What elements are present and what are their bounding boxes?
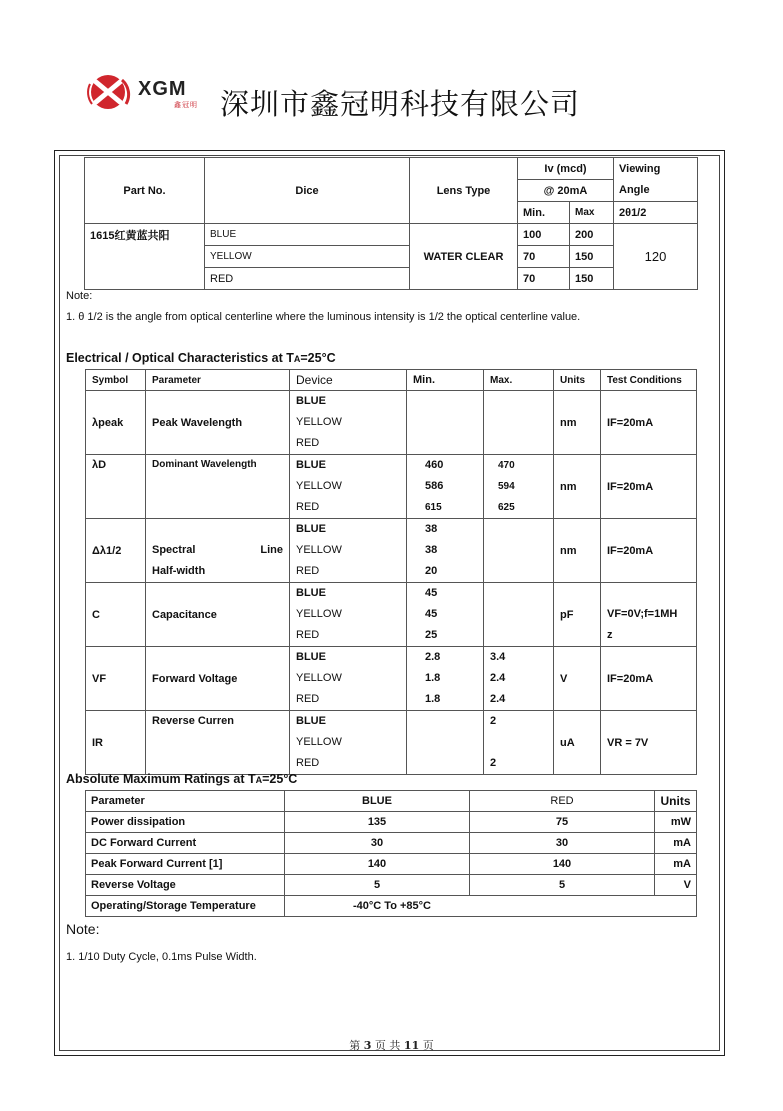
- iv-max: 150: [570, 268, 614, 290]
- header-parameter: Parameter: [86, 791, 285, 812]
- parameter-cell: Reverse Curren: [146, 711, 290, 775]
- units-cell: uA: [554, 711, 601, 775]
- units-cell: nm: [554, 455, 601, 519]
- iv-min: 70: [518, 268, 570, 290]
- blue-cell: 5: [285, 875, 470, 896]
- max-cell: [484, 711, 554, 775]
- device-blue: BLUE: [296, 651, 326, 663]
- table-row: [86, 896, 697, 917]
- table-row: [86, 812, 697, 833]
- header-parameter: Parameter: [146, 370, 290, 391]
- device-red: RED: [296, 437, 320, 449]
- electrical-table: [85, 369, 697, 775]
- device-yellow: YELLOW: [296, 416, 342, 428]
- device-yellow: YELLOW: [296, 544, 342, 556]
- header-lens-type: Lens Type: [410, 158, 518, 224]
- device-yellow: YELLOW: [296, 480, 342, 492]
- temperature-value: -40°C To +85°C: [285, 896, 697, 917]
- parameter-cell: Forward Voltage: [146, 647, 290, 711]
- device-blue: BLUE: [296, 395, 326, 407]
- test-cell: [601, 583, 697, 647]
- device-red: RED: [296, 565, 320, 577]
- parameter-cell: Dominant Wavelength: [146, 455, 290, 519]
- red-cell: 140: [470, 854, 655, 875]
- min-cell: [407, 647, 484, 711]
- max-value: 2: [490, 757, 497, 769]
- units-cell: mA: [655, 854, 697, 875]
- max-cell: [484, 455, 554, 519]
- header-units: Units: [655, 791, 697, 812]
- table-row: [86, 711, 697, 775]
- units-cell: V: [655, 875, 697, 896]
- blue-cell: 30: [285, 833, 470, 854]
- min-value: 1.8: [425, 693, 441, 705]
- max-value: 2.4: [490, 693, 506, 705]
- header-units: Units: [554, 370, 601, 391]
- symbol-cell: VF: [86, 647, 146, 711]
- header-angle: Angle: [619, 183, 650, 196]
- dice-cell: RED: [205, 268, 410, 290]
- min-value: 38: [425, 523, 438, 535]
- header-iv: Iv (mcd): [518, 158, 614, 180]
- header-red: RED: [470, 791, 655, 812]
- header-angle-symbol: 2θ1/2: [614, 202, 698, 224]
- lens-type-value: WATER CLEAR: [410, 224, 518, 290]
- table-row: [86, 854, 697, 875]
- max-value: [490, 732, 547, 753]
- max-value: 594: [498, 481, 515, 492]
- parameter-word: Spectral: [152, 544, 196, 556]
- device-cell: [290, 711, 407, 775]
- footer-text: 共: [389, 1039, 401, 1052]
- device-cell: [290, 519, 407, 583]
- max-value: 2.4: [490, 672, 506, 684]
- note-title: Note:: [66, 290, 93, 302]
- min-value: 1.8: [425, 672, 441, 684]
- device-red: RED: [296, 757, 320, 769]
- test-cell: IF=20mA: [601, 391, 697, 455]
- max-value: 625: [498, 502, 515, 513]
- test-cell: VR = 7V: [601, 711, 697, 775]
- min-cell: [407, 391, 484, 455]
- min-value: 586: [425, 480, 444, 492]
- max-cell: [484, 583, 554, 647]
- min-value: 45: [425, 587, 438, 599]
- parameter-cell: Peak Wavelength: [146, 391, 290, 455]
- table-row: [86, 833, 697, 854]
- test-line: z: [607, 629, 613, 641]
- symbol-cell: IR: [86, 711, 146, 775]
- parameter-line: Half-width: [152, 565, 206, 577]
- parameter-cell: Power dissipation: [86, 812, 285, 833]
- note-text: 1. 1/10 Duty Cycle, 0.1ms Pulse Width.: [66, 951, 257, 963]
- header-max: Max.: [484, 370, 554, 391]
- parameter-cell: DC Forward Current: [86, 833, 285, 854]
- title-text: Absolute Maximum Ratings at T: [66, 772, 256, 786]
- header-symbol: Symbol: [86, 370, 146, 391]
- min-value: 25: [425, 629, 438, 641]
- brand-subtitle: 鑫冠明: [174, 102, 198, 109]
- blue-cell: 135: [285, 812, 470, 833]
- parameter-cell: Reverse Voltage: [86, 875, 285, 896]
- brand-name: XGM: [138, 78, 187, 100]
- part-number: 1615红黄蓝共阳: [85, 224, 205, 290]
- min-value: 615: [425, 502, 442, 513]
- header-test-conditions: Test Conditions: [601, 370, 697, 391]
- test-line: VF=0V;f=1MH: [607, 608, 678, 620]
- units-cell: mA: [655, 833, 697, 854]
- min-value: 38: [425, 544, 438, 556]
- logo-mark-icon: [86, 70, 136, 114]
- symbol-cell: λpeak: [86, 391, 146, 455]
- units-cell: pF: [554, 583, 601, 647]
- red-cell: 30: [470, 833, 655, 854]
- device-yellow: YELLOW: [296, 736, 342, 748]
- header-part-no: Part No.: [85, 158, 205, 224]
- max-cell: [484, 647, 554, 711]
- parameter-word: Line: [260, 544, 283, 556]
- iv-max: 150: [570, 246, 614, 268]
- header-device: Device: [290, 370, 407, 391]
- header-iv-condition: @ 20mA: [518, 180, 614, 202]
- max-value: 470: [498, 460, 515, 471]
- symbol-cell: C: [86, 583, 146, 647]
- title-subscript: A: [293, 354, 301, 364]
- note-text: 1. θ 1/2 is the angle from optical centerline where the luminous intensity is 1/2 the optical centerline value.: [66, 311, 581, 323]
- iv-min: 100: [518, 224, 570, 246]
- title-text-end: =25°C: [300, 351, 336, 365]
- max-cell: [484, 519, 554, 583]
- units-cell: mW: [655, 812, 697, 833]
- min-cell: [407, 455, 484, 519]
- title-subscript: A: [255, 775, 263, 785]
- table-row: [86, 647, 697, 711]
- device-cell: [290, 391, 407, 455]
- max-cell: [484, 391, 554, 455]
- header-dice: Dice: [205, 158, 410, 224]
- footer-text: 第: [349, 1039, 361, 1052]
- current-page: 3: [363, 1039, 372, 1052]
- parameter-line: [152, 540, 283, 561]
- min-value: 45: [425, 608, 438, 620]
- table-row: [86, 455, 697, 519]
- red-cell: 5: [470, 875, 655, 896]
- title-text-end: =25°C: [262, 772, 298, 786]
- table-row: [86, 519, 697, 583]
- table-row: [86, 391, 697, 455]
- header-min: Min.: [518, 202, 570, 224]
- note-title: Note:: [66, 921, 100, 937]
- spacer: [152, 519, 283, 540]
- min-cell: [407, 583, 484, 647]
- company-name: 深圳市鑫冠明科技有限公司: [220, 87, 581, 121]
- footer-text: 页: [422, 1039, 434, 1052]
- parameter-cell: Capacitance: [146, 583, 290, 647]
- spacer: [607, 583, 690, 604]
- iv-min: 70: [518, 246, 570, 268]
- viewing-angle-value: 120: [614, 224, 698, 290]
- device-yellow: YELLOW: [296, 672, 342, 684]
- device-blue: BLUE: [296, 587, 326, 599]
- device-yellow: YELLOW: [296, 608, 342, 620]
- footer-text: 页: [374, 1039, 386, 1052]
- symbol-cell: Δλ1/2: [86, 519, 146, 583]
- header-blue: BLUE: [285, 791, 470, 812]
- section-title-electrical: [66, 351, 336, 365]
- dice-cell: BLUE: [205, 224, 410, 246]
- units-cell: nm: [554, 391, 601, 455]
- header-max: Max: [570, 202, 614, 224]
- max-value: 2: [490, 715, 497, 727]
- iv-max: 200: [570, 224, 614, 246]
- test-cell: IF=20mA: [601, 647, 697, 711]
- test-cell: IF=20mA: [601, 519, 697, 583]
- symbol-cell: λD: [86, 455, 146, 519]
- section-title-absolute: [66, 772, 297, 786]
- red-cell: 75: [470, 812, 655, 833]
- total-pages: 11: [403, 1039, 420, 1052]
- header-viewing-angle: [614, 158, 698, 202]
- parameter-cell: Peak Forward Current [1]: [86, 854, 285, 875]
- dice-cell: YELLOW: [205, 246, 410, 268]
- blue-cell: 140: [285, 854, 470, 875]
- title-text: Electrical / Optical Characteristics at T: [66, 351, 294, 365]
- min-value: 2.8: [425, 651, 441, 663]
- parameter-cell: Operating/Storage Temperature: [86, 896, 285, 917]
- table-row: [86, 875, 697, 896]
- parameter-cell: [146, 519, 290, 583]
- min-value: 460: [425, 459, 444, 471]
- test-cell: IF=20mA: [601, 455, 697, 519]
- product-table: [84, 157, 698, 290]
- header-min: Min.: [407, 370, 484, 391]
- device-blue: BLUE: [296, 715, 326, 727]
- device-cell: [290, 647, 407, 711]
- min-cell: [407, 711, 484, 775]
- min-cell: [407, 519, 484, 583]
- max-value: 3.4: [490, 651, 506, 663]
- device-red: RED: [296, 501, 320, 513]
- table-row: [86, 583, 697, 647]
- device-cell: [290, 455, 407, 519]
- page-number: [0, 1037, 783, 1053]
- device-cell: [290, 583, 407, 647]
- device-blue: BLUE: [296, 459, 326, 471]
- device-red: RED: [296, 629, 320, 641]
- units-cell: V: [554, 647, 601, 711]
- min-value: 20: [425, 565, 438, 577]
- absolute-ratings-table: [85, 790, 697, 917]
- device-red: RED: [296, 693, 320, 705]
- device-blue: BLUE: [296, 523, 326, 535]
- header-viewing: Viewing: [619, 162, 661, 175]
- units-cell: nm: [554, 519, 601, 583]
